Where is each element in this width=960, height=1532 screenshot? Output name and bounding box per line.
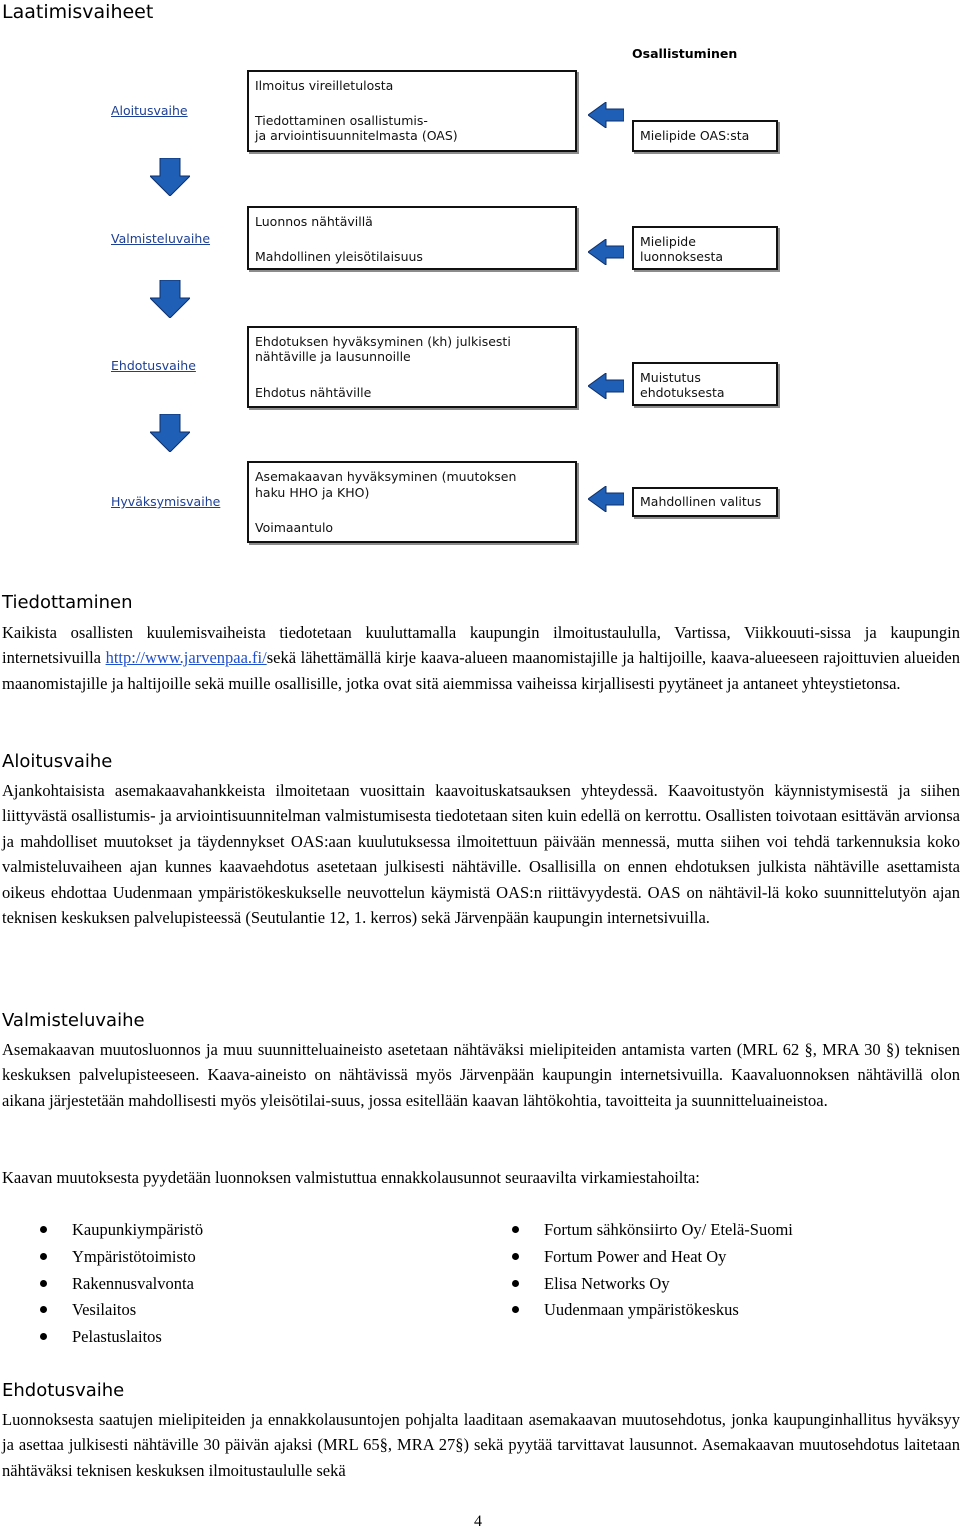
down-arrow-icon: [150, 414, 190, 452]
box-line: Mahdollinen yleisötilaisuus: [255, 249, 423, 264]
paragraph-valmisteluvaihe: Asemakaavan muutosluonnos ja muu suunnitteluaineisto asetetaan nähtäväksi mielipiteiden antamista varten (MRL 62 §, MRA 30 §) teknisen keskuksen palvelupisteeseen. Kaava-aineisto on nähtävissä myös Järvenpään kaupungin internetsivuilla. Kaavaluonnoksen nähtävillä olon aikana järjestetään mahdollisesti myös yleisötilai-suus, jossa esitellään kaavan lähtökohtia, tavoitteita ja suunnitteluaineistoa.: [2, 1040, 960, 1110]
box-line: Mahdollinen valitus: [640, 494, 762, 509]
planning-process-diagram: [0, 40, 960, 560]
box-line: Ehdotus nähtäville: [255, 385, 372, 400]
stage-label-hyvaksymisvaihe[interactable]: Hyväksymisvaihe: [111, 494, 221, 509]
participation-box-ehdotusvaihe: [632, 362, 778, 406]
list-item: Rakennusvalvonta: [72, 1274, 194, 1294]
participation-box-hyvaksymisvaihe: [632, 487, 778, 517]
paragraph-intro: Kaavan muutoksesta pyydetään luonnoksen valmistuttua ennakkolausunnot seuraavilta virkamiestahoilta:: [2, 1168, 700, 1187]
box-line: nähtäville ja lausunnoille: [255, 349, 411, 364]
box-line: Asemakaavan hyväksyminen (muutoksen: [255, 469, 517, 484]
stage-box-ehdotusvaihe: [247, 326, 577, 408]
box-line: Ilmoitus vireilletulosta: [255, 78, 394, 93]
box-line: Luonnos nähtävillä: [255, 214, 373, 229]
left-arrow-icon: [588, 102, 624, 128]
page-title: Laatimisvaiheet: [2, 1, 154, 23]
down-arrow-icon: [150, 158, 190, 196]
down-arrow-icon: [150, 280, 190, 318]
left-arrow-icon: [588, 239, 624, 265]
page-number: 4: [474, 1513, 482, 1530]
heading-aloitusvaihe: Aloitusvaihe: [2, 751, 113, 772]
list-item: Fortum Power and Heat Oy: [544, 1247, 726, 1267]
list-item: Ympäristötoimisto: [72, 1247, 196, 1267]
stage-label-valmisteluvaihe[interactable]: Valmisteluvaihe: [111, 231, 211, 246]
paragraph-text: sekä lähettämällä kirje kaava-alueen maanomistajille ja haltijoille, kaava-alueeseen rajoittuvien alueiden maanomistajille ja haltijoille sekä muille osallisille, jotka ovat sitä aiemmissa vaiheissa kirjallisesti pyytäneet ja antaneet yhteystietonsa.: [2, 648, 960, 693]
list-item: Fortum sähkönsiirto Oy/ Etelä-Suomi: [544, 1220, 793, 1240]
heading-tiedottaminen: Tiedottaminen: [2, 592, 133, 613]
left-arrow-icon: [588, 486, 624, 512]
stage-box-hyvaksymisvaihe: [247, 461, 577, 543]
box-line: Muistutus: [640, 370, 701, 385]
box-line: Mielipide OAS:sta: [640, 128, 750, 143]
stage-box-valmisteluvaihe: [247, 206, 577, 270]
heading-valmisteluvaihe: Valmisteluvaihe: [2, 1010, 145, 1031]
website-link[interactable]: http://www.jarvenpaa.fi/: [105, 648, 267, 668]
paragraph-aloitusvaihe: Ajankohtaisista asemakaavahankkeista ilmoitetaan vuosittain kaavoituskatsauksen yhteydessä. Kaavoitustyön käynnistymisestä ja siihen liittyvästä osallistumis- ja arviointisuunnitelman valmistumisesta tiedotetaan siten kuin edellä on kerrottu. Osallisten toivotaan esittävän arvionsa ja mahdolliset muutokset ja täydennykset OAS:aan kuulutuksessa ilmoitettuun päivään mennessä, mutta siihen voi tehdä tarkennuksia koko valmisteluvaiheen ajan kunnes kaavaehdotus asetetaan julkisesti nähtäville. Osallisilla on ennen ehdotuksen julkista nähtäville asettamista oikeus ehdottaa Uudenmaan ympäristökeskukselle neuvottelun käymistä OAS:n riittävyydestä. OAS on nähtävil-lä koko suunnittelutyön ajan teknisen keskuksen palvelupisteessä (Seutulantie 12, 1. kerros) sekä Järvenpään kaupungin internetsivuilla.: [2, 781, 960, 928]
box-line: luonnoksesta: [640, 249, 724, 264]
box-line: Tiedottaminen osallistumis-: [255, 113, 428, 128]
participation-box-aloitusvaihe: [632, 120, 778, 152]
paragraph-text: Kaikista osallisten kuulemisvaiheista tiedotetaan kuuluttamalla kaupungin ilmoitustaululla, Vartissa, Viikkouuti-sissa ja kaupungin internetsivuilla: [2, 623, 960, 668]
box-line: ehdotuksesta: [640, 385, 725, 400]
stage-label-ehdotusvaihe[interactable]: Ehdotusvaihe: [111, 358, 196, 373]
box-line: ja arviointisuunnitelmasta (OAS): [255, 128, 458, 143]
list-item: Uudenmaan ympäristökeskus: [544, 1300, 739, 1320]
heading-ehdotusvaihe: Ehdotusvaihe: [2, 1380, 125, 1401]
list-item: Kaupunkiympäristö: [72, 1220, 203, 1240]
list-item: Elisa Networks Oy: [544, 1274, 670, 1294]
box-line: Ehdotuksen hyväksyminen (kh) julkisesti: [255, 334, 511, 349]
list-item: Pelastuslaitos: [72, 1327, 162, 1347]
osallistuminen-header: Osallistuminen: [632, 46, 738, 61]
stage-box-aloitusvaihe: [247, 70, 577, 152]
box-line: haku HHO ja KHO): [255, 485, 370, 500]
left-arrow-icon: [588, 373, 624, 399]
paragraph-ehdotusvaihe: Luonnoksesta saatujen mielipiteiden ja ennakkolausuntojen pohjalta laaditaan asemakaavan muutosehdotus, jonka kaupunginhallitus hyväksyy ja asettaa julkisesti nähtäville 30 päivän ajaksi (MRL 65§, MRA 27§) sekä pyytää tarvittavat lausunnot. Asemakaavan muutosehdotus laitetaan nähtäväksi teknisen keskuksen ilmoitustaululle sekä: [2, 1410, 960, 1480]
list-item: Vesilaitos: [72, 1300, 136, 1320]
paragraph-tiedottaminen: [2, 620, 960, 696]
box-line: Mielipide: [640, 234, 696, 249]
box-line: Voimaantulo: [255, 520, 334, 535]
stage-label-aloitusvaihe[interactable]: Aloitusvaihe: [111, 103, 188, 118]
participation-box-valmisteluvaihe: [632, 226, 778, 270]
